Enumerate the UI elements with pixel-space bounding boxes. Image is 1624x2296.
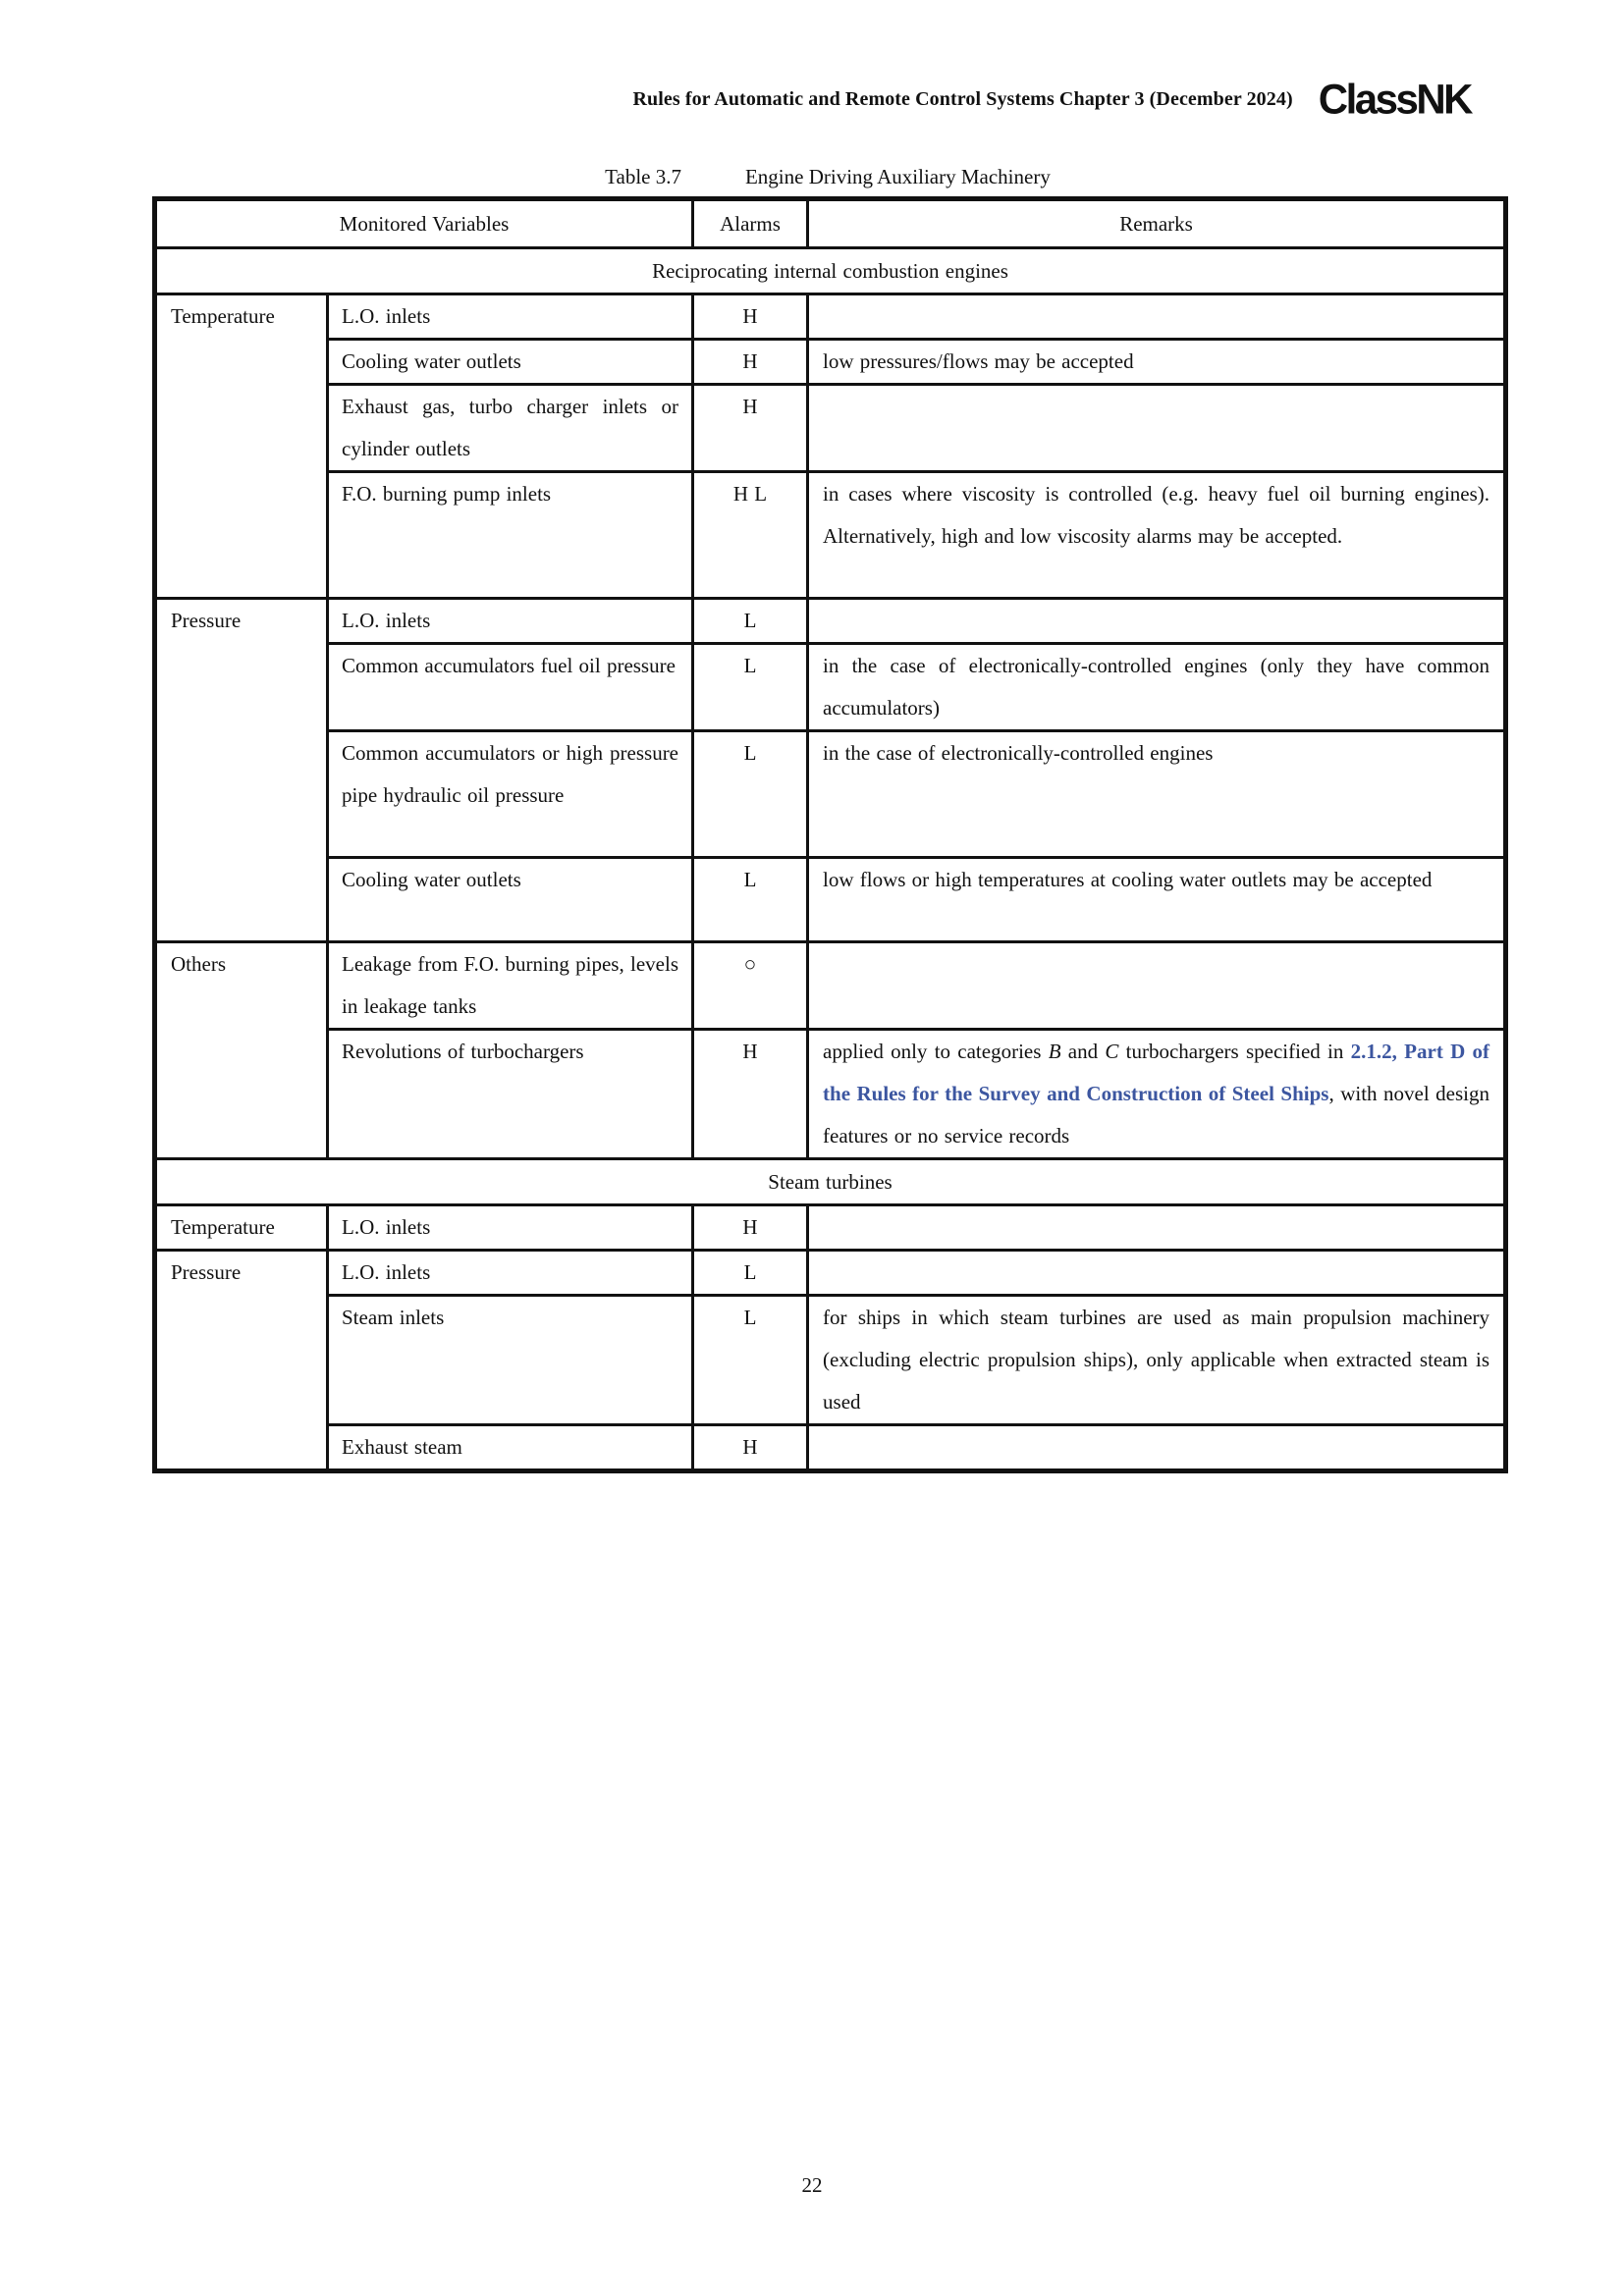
table-row [155,1205,1506,1251]
table-caption [152,165,1503,189]
category-cell-pressure: Pressure [155,599,328,942]
table-row [155,1030,1506,1159]
running-header-title: Rules for Automatic and Remote Control Systems Chapter 3 (December 2024) [632,87,1293,110]
variable-cell: Steam inlets [328,1296,693,1425]
remark-cell: in cases where viscosity is controlled (e.g. heavy fuel oil burning engines). Alternatively, high and low viscosity alarms may be accepted. [808,472,1506,599]
variable-cell: Common accumulators fuel oil pressure [328,644,693,731]
remark-cell: low pressures/flows may be accepted [808,340,1506,385]
variable-cell: Cooling water outlets [328,858,693,942]
alarm-cell: L [693,599,808,644]
alarm-cell: L [693,858,808,942]
category-cell-temperature: Temperature [155,294,328,599]
remark-text: applied only to categories [823,1040,1049,1063]
variable-cell: L.O. inlets [328,1205,693,1251]
table-caption-label: Table 3.7 [605,165,681,188]
alarm-cell: H [693,1425,808,1471]
section-row [155,248,1506,294]
section-row [155,1159,1506,1205]
variable-cell: L.O. inlets [328,599,693,644]
remark-cell: for ships in which steam turbines are used as main propulsion machinery (excluding electric propulsion ships), only applicable when extracted steam is used [808,1296,1506,1425]
table-caption-title: Engine Driving Auxiliary Machinery [744,165,1051,188]
variable-cell: L.O. inlets [328,294,693,340]
table-row [155,294,1506,340]
variable-cell: Leakage from F.O. burning pipes, levels in leakage tanks [328,942,693,1030]
table-row [155,340,1506,385]
table-row [155,858,1506,942]
remark-cell [808,385,1506,472]
remark-cell [808,1251,1506,1296]
table-row [155,1425,1506,1471]
table-row [155,472,1506,599]
remark-text-italic: B [1048,1040,1061,1063]
alarm-cell: L [693,1296,808,1425]
alarm-cell: H [693,1205,808,1251]
table-row [155,942,1506,1030]
column-header-alarms: Alarms [693,199,808,248]
alarm-cell-circle-mark: ○ [693,942,808,1030]
variable-cell: L.O. inlets [328,1251,693,1296]
table-row [155,644,1506,731]
variable-cell: Cooling water outlets [328,340,693,385]
remark-cell [808,1425,1506,1471]
section-title-steam-turbines: Steam turbines [155,1159,1506,1205]
alarm-cell: L [693,731,808,858]
variable-cell: F.O. burning pump inlets [328,472,693,599]
engine-driving-auxiliary-machinery-table [152,196,1508,1473]
alarm-cell: H L [693,472,808,599]
table-row [155,731,1506,858]
alarm-cell: H [693,385,808,472]
section-title-reciprocating-engines: Reciprocating internal combustion engines [155,248,1506,294]
table-header-row [155,199,1506,248]
page-number: 22 [801,2173,823,2197]
table-row [155,1296,1506,1425]
category-cell-pressure: Pressure [155,1251,328,1471]
remark-text-italic: C [1105,1040,1119,1063]
variable-cell: Exhaust steam [328,1425,693,1471]
table-row [155,1251,1506,1296]
variable-cell: Exhaust gas, turbo charger inlets or cylinder outlets [328,385,693,472]
document-header [632,75,1471,123]
variable-cell: Common accumulators or high pressure pipe hydraulic oil pressure [328,731,693,858]
category-cell-others: Others [155,942,328,1159]
remark-cell [808,1030,1506,1159]
alarm-cell: L [693,1251,808,1296]
category-cell-temperature: Temperature [155,1205,328,1251]
table-row [155,385,1506,472]
classnk-logo: ClassNK [1318,75,1471,123]
remark-cell [808,294,1506,340]
remark-text: and [1060,1040,1106,1063]
remark-cell: in the case of electronically-controlled engines [808,731,1506,858]
remark-cell [808,942,1506,1030]
remark-cell: low flows or high temperatures at cooling water outlets may be accepted [808,858,1506,942]
remark-text: turbochargers specified in [1118,1040,1351,1063]
alarm-cell: H [693,1030,808,1159]
remark-cell: in the case of electronically-controlled engines (only they have common accumulators) [808,644,1506,731]
column-header-monitored-variables: Monitored Variables [155,199,693,248]
alarm-cell: H [693,294,808,340]
remark-text: , with novel design features or no service records [823,1082,1490,1148]
alarm-cell: H [693,340,808,385]
column-header-remarks: Remarks [808,199,1506,248]
rule-reference-link[interactable]: 2.1.2, Part D of the Rules for the Survey and Construction of Steel Ships [823,1040,1490,1105]
remark-cell [808,599,1506,644]
remark-cell [808,1205,1506,1251]
table-row [155,599,1506,644]
alarm-cell: L [693,644,808,731]
variable-cell: Revolutions of turbochargers [328,1030,693,1159]
